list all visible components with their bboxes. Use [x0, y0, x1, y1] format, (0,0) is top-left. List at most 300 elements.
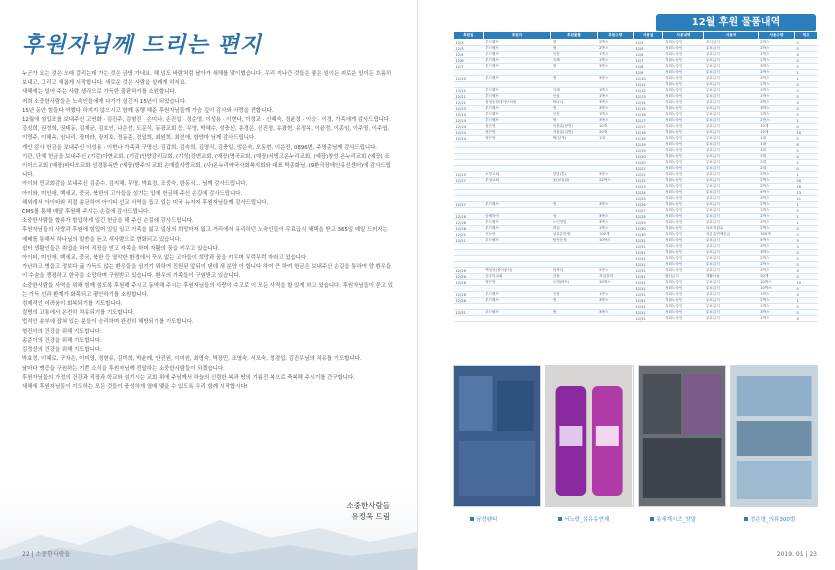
table-cell: 무료급식 [704, 70, 758, 76]
table-cell: 무료급식 [704, 292, 758, 298]
table-cell: 0 [795, 148, 818, 154]
table-cell: 1박스 [758, 316, 794, 322]
table-cell: 2박스 [758, 76, 794, 82]
table-cell: 저희노숙인 [663, 112, 704, 118]
table-cell: 우드펠프 [483, 52, 551, 58]
table-cell: 12/11 [454, 100, 484, 106]
table-cell: 인삼 [551, 112, 597, 118]
table-cell: 무료급식 [704, 64, 758, 70]
table-cell: 2박스 [758, 46, 794, 52]
table-cell: 저희노숙인 [663, 64, 704, 70]
letter-paragraph: 경제적인 어려움이 회복되기를 기도합니다. [22, 301, 123, 308]
table-cell: 12/20 [454, 232, 484, 238]
table-cell: 2박스 [758, 256, 794, 262]
table-cell: 저희노숙인 [663, 214, 704, 220]
table-header-row [454, 32, 818, 40]
table-cell: 12/18 [633, 130, 663, 136]
table-cell: 12/17 [633, 124, 663, 130]
table-cell: 무료급식 [704, 82, 758, 88]
table-cell: 바나나 [551, 100, 597, 106]
table-cell: 2박스 [758, 226, 794, 232]
left-page [0, 0, 417, 570]
table-cell: 2 [795, 160, 818, 166]
table-cell: 무료급식 [704, 166, 758, 172]
table-cell: 12/14 [454, 118, 484, 124]
table-cell: 2박스 [758, 244, 794, 250]
table-cell: 우드펠프 [483, 292, 551, 298]
table-cell: 2박스 [758, 220, 794, 226]
table-cell: 2박스 [597, 40, 633, 46]
table-cell: 무료급식 [704, 190, 758, 196]
table-cell: 3박스 [597, 106, 633, 112]
table-cell: 무료급식 [704, 46, 758, 52]
table-cell: 12/28 [454, 298, 484, 304]
table-cell: 12/6 [633, 52, 663, 58]
table-cell: 무료급식 [704, 178, 758, 184]
table-cell: 저희노숙인 [663, 316, 704, 322]
table-cell: 1박스 [597, 88, 633, 94]
table-cell: 저희노숙인 [663, 202, 704, 208]
table-cell: 옷(보일링) [551, 178, 597, 184]
table-cell: 2박스 [597, 268, 633, 274]
table-cell: 무료급식 [704, 148, 758, 154]
table-cell: 1 [795, 214, 818, 220]
table-cell: 12/26 [454, 268, 484, 274]
table-cell: 1박스 [597, 112, 633, 118]
table-cell: 22박스 [597, 178, 633, 184]
table-header-cell: 후원수량 [597, 32, 633, 40]
table-cell: 12/31 [633, 268, 663, 274]
letter-paragraph: 해외에서 아이티와 직접 송금하여 아이티 선교 사역을 돕고 있는 미국 뉴저지 후원자님들께 감사드립니다. [22, 199, 269, 206]
table-cell: 1박스 [597, 292, 633, 298]
table-cell: 13 [795, 190, 818, 196]
table-cell: 생 [551, 40, 597, 46]
table-cell: 저희노숙인 [663, 190, 704, 196]
letter-paragraph: 15년 동안 힘들다 여했다 하지지 않으시고 함께 동행 해준 후원자님들께 가슴 깊이 감사와 사랑을 전합니다. [22, 107, 274, 114]
table-cell: 2대 [758, 166, 794, 172]
table-header-cell: 후원물품 [551, 32, 597, 40]
table-cell: 우드펠프 [483, 46, 551, 52]
table-cell: 3 [795, 244, 818, 250]
caption-1: 남성팬티 [470, 515, 497, 523]
table-cell: 생 [551, 46, 597, 52]
table-cell: 0 [795, 106, 818, 112]
table-cell: 무료급식 [704, 298, 758, 304]
table-cell: 10 [795, 130, 818, 136]
table-cell: 섬유유연제 [551, 232, 597, 238]
table-cell: 12/31 [633, 250, 663, 256]
letter-paragraph: 후원자님들의 가정의 건강과 직장과 학교와 섬기시는 교회 위에 주님께서 하늘의 신령한 복과 땅의 기름진 복으로 축복해 주시기를 간구합니다. [22, 374, 355, 381]
table-cell: 1대 [758, 142, 794, 148]
table-cell: 12/18 [633, 136, 663, 142]
table-cell: 12/31 [633, 238, 663, 244]
table-cell: 12/3 [633, 40, 663, 46]
table-cell: 12/31 [633, 298, 663, 304]
table-cell: 저희노숙인 [663, 166, 704, 172]
table-cell: 12/10 [454, 88, 484, 94]
table-cell: 4 [795, 154, 818, 160]
table-cell: 10박스 [597, 238, 633, 244]
table-cell: 무료급식 [704, 124, 758, 130]
table-cell: 우드펠프 [483, 112, 551, 118]
signoff-org: 소중한사람들 [346, 501, 390, 510]
table-cell: 무료급식 [704, 154, 758, 160]
table-cell: 3박스 [597, 64, 633, 70]
table-cell: 12/10 [633, 76, 663, 82]
table-cell: 담가운성 [551, 238, 597, 244]
table-cell: 12/31 [633, 274, 663, 280]
table-cell: 0 [795, 250, 818, 256]
table-cell: 저희노숙인 [663, 58, 704, 64]
table-cell: 우드펠프 [483, 226, 551, 232]
photo-softener [545, 365, 633, 507]
table-cell: 1 [795, 298, 818, 304]
table-cell: 12/17 [454, 178, 484, 184]
letter-paragraph: 쉼터 생활인들은 취업을 하여 직장을 얻고 자족을 하며 자활의 꿈을 키우고 있습니다. [22, 245, 220, 252]
table-cell: 저희노숙인 [663, 172, 704, 178]
table-cell: 저희노숙인 [663, 40, 704, 46]
table-cell: 12/27 [633, 208, 663, 214]
table-cell: 저희노숙인 [663, 178, 704, 184]
table-cell: 1대 [597, 136, 633, 142]
table-cell: 12/13 [454, 106, 484, 112]
table-cell: 무료급식 [704, 112, 758, 118]
table-cell: 무료급식 [704, 250, 758, 256]
table-cell: 팩(낱개) [551, 136, 597, 142]
table-cell: 식혜 [551, 88, 597, 94]
table-cell: 저희노숙인 [663, 280, 704, 286]
letter-paragraph: 형진이의 건강을 위해 기도합니다. [22, 328, 102, 335]
table-cell: 12/15 [454, 172, 484, 178]
letter-paragraph: 김정신의 건강을 위해 기도합니다. [22, 347, 102, 354]
table-cell: 저희노숙인 [663, 250, 704, 256]
table-cell: 생 [551, 310, 597, 316]
letter-paragraph: 소중한사람들 합류가 힘입하게 일긴 헌금을 해 주신 손길에 감사드립니다. [22, 218, 194, 225]
letter-paragraph: 강성희, 권정희, 권태동, 김재균, 김호인, 나은선, 도문식, 동광교회 등, 무영, 박혜수, 성충신, 송경은, 신진정, 유광현, 유정옥, 이윤정, 이종임, 이주영, 이주엽, 이영주, 이혜옥, 임나리, 장미라, 장지호, 정동준, 정일희, 최원희, 최선애, 함양마 님께 감사드립니다. [22, 126, 390, 142]
table-cell: 1박스 [597, 58, 633, 64]
letter-paragraph: 누군가 요는 것은 오래 걸리는데 가는 것은 금방 가네요. 해 넘도 바람처럼 날아가 새해를 맞이했습니다. 우리 지나간 것들은 좋은 일이든 괴로운 일이든 흐름히 보내고, 그리고 새롭게 시작합니다. 새로운 것은 사람을 설레게 하지요. [22, 71, 392, 87]
table-cell: 인삼 [551, 94, 597, 100]
table-cell: 저희노숙인 [663, 196, 704, 202]
table-cell: 2박스 [758, 202, 794, 208]
table-cell: 0 [795, 310, 818, 316]
table-cell: 우드펠프 [483, 40, 551, 46]
table-cell: 무료급식 [704, 136, 758, 142]
table-cell: 12/31 [633, 256, 663, 262]
table-cell: 12/22 [633, 178, 663, 184]
table-cell: 12/19 [633, 148, 663, 154]
table-cell: 우드펠프 [483, 58, 551, 64]
table-cell: 저희노숙인 [663, 154, 704, 160]
table-cell: 무료급식 [704, 106, 758, 112]
table-cell: 무료급식 [704, 142, 758, 148]
table-cell: 0 [795, 304, 818, 310]
caption-4: 정은영_의류300벌 [744, 515, 795, 523]
table-cell: 12/31 [454, 310, 484, 316]
table-cell: 무료급식 [704, 256, 758, 262]
table-cell: 무료급식 [704, 58, 758, 64]
table-cell: 과일한과 [597, 274, 633, 280]
table-cell: 저희노숙인 [663, 304, 704, 310]
table-cell: 12/18 [454, 214, 484, 220]
table-cell: 12/28 [633, 214, 663, 220]
table-cell: 100개 [758, 232, 794, 238]
table-cell: 10 [795, 280, 818, 286]
table-cell: 우드펠프 [483, 220, 551, 226]
table-cell: 저희노숙인 [663, 118, 704, 124]
table-cell: 의료지원수 [704, 226, 758, 232]
table-cell: 저희노숙인 [663, 100, 704, 106]
table-cell: 10박스 [758, 286, 794, 292]
table-header-cell: 후원자 [483, 32, 551, 40]
table-cell: 0 [795, 292, 818, 298]
letter-paragraph: 소중한사람들 사역을 위해 힘께 섬도록 후원해 주시고 동역해 주시는 후원자님들의 사랑이 수고로 이 모든 사역을 할 있게 하고 있습니다. 후원자님들이 묻고 있는 가득 선과 환계가 화목되고 평안하기를 소원합니다. [22, 282, 393, 298]
table-cell [454, 316, 484, 322]
donation-table-wrap [453, 31, 818, 322]
table-cell: 12/14 [633, 100, 663, 106]
table-cell: 12/30 [633, 232, 663, 238]
table-cell: 12/14 [454, 130, 484, 136]
table-cell: 저희노숙인 [663, 76, 704, 82]
table-cell: 저희노숙인 [663, 160, 704, 166]
table-cell: 저희노숙인 [663, 106, 704, 112]
table-cell: 0 [795, 64, 818, 70]
table-header-cell: 재고 [795, 32, 818, 40]
table-cell: 저희노숙인 [663, 148, 704, 154]
table-cell: 5박스 [758, 190, 794, 196]
table-cell: 1박스 [758, 52, 794, 58]
table-cell: 12/26 [454, 274, 484, 280]
table-cell: 12/20 [633, 154, 663, 160]
table-cell: 0 [795, 58, 818, 64]
table-cell [597, 316, 633, 322]
table-cell: 0 [795, 112, 818, 118]
table-cell: 12/28 [454, 280, 484, 286]
table-cell: 저희노숙인 [663, 298, 704, 304]
letter-paragraph: 날마다 맹증을 구원하는 기쁜 소식을 후원자님께 전달하는 소중한사람들이 되겠습니다. [22, 365, 225, 372]
table-cell: 0 [795, 166, 818, 172]
table-cell: 정은영 [483, 280, 551, 286]
table-cell: 무료급식 [704, 286, 758, 292]
table-cell: 정은영 [483, 130, 551, 136]
table-cell: 1 [795, 202, 818, 208]
table-cell: 0 [795, 268, 818, 274]
table-cell: 생 [551, 64, 597, 70]
table-cell: 2박스 [758, 178, 794, 184]
letter-paragraph: 기관, 단체 헌금을 보내주신 (기감)아현교회, (기감)안양감리교회, (기성)강변교회, (예장)명곡교회, (예장)서빙고온누리교회, (예장)창성 온누리교회 (예장) 조이어스교회 (예장)바다오교회 성경통독반 (예장)방주의 교회 손에줍사랑교회, (사)온누리약국사회복지회와 대표 박종화님, (9환극장애인유선센터)에 감사드립니다. [22, 153, 391, 179]
table-cell: 3박스 [597, 214, 633, 220]
table-cell: 3박스 [597, 118, 633, 124]
table-cell: 무료급식 [704, 76, 758, 82]
table-header-cell: 후원일 [454, 32, 484, 40]
table-cell: 양말(혼) [551, 172, 597, 178]
table-cell: 저희노숙인 [663, 142, 704, 148]
table-cell: 0 [795, 256, 818, 262]
table-cell: 2대 [758, 160, 794, 166]
table-cell: 식혜 [551, 58, 597, 64]
table-cell: 생 [551, 76, 597, 82]
table-cell: 12/26 [633, 202, 663, 208]
table-cell: 0 [795, 40, 818, 46]
table-cell: 0 [795, 52, 818, 58]
table-cell: 3박스 [597, 220, 633, 226]
table-cell: 6 [795, 142, 818, 148]
table-cell: 12/21 [633, 166, 663, 172]
table-cell: 0 [795, 226, 818, 232]
table-cell: 조식급식 [704, 40, 758, 46]
table-cell: 무료급식 [704, 280, 758, 286]
letter-paragraph: 아이와 민교회감을 보내주신 김준수, 김지혜, 무명, 박효정, 조중숙, 한동식... 님께 감사드립니다. [22, 181, 248, 188]
table-cell: 저희노숙인 [663, 268, 704, 274]
table-cell: 12/17 [633, 118, 663, 124]
right-page [417, 0, 835, 570]
table-cell: 12/31 [633, 292, 663, 298]
table-cell: 12/7 [454, 64, 484, 70]
photo-underwear [453, 365, 541, 507]
table-cell: 18 [795, 184, 818, 190]
table-cell: 우드펠프 [483, 310, 551, 316]
table-cell: 우성교회 [483, 178, 551, 184]
table-header-cell: 사용일 [633, 32, 663, 40]
table-cell: 1박스 [758, 82, 794, 88]
table-cell: 3박스 [597, 76, 633, 82]
table-cell: 2박스 [758, 214, 794, 220]
table-cell: 정성동원데이브의원 [483, 100, 551, 106]
table-cell: 생 [551, 298, 597, 304]
photo-socks [638, 365, 726, 507]
table-cell: 무료급식 [704, 100, 758, 106]
table-cell: 1박스 [597, 52, 633, 58]
table-cell: 무료급식 [704, 268, 758, 274]
table-cell: 1 [795, 172, 818, 178]
table-cell: 저희노숙인 [663, 46, 704, 52]
table-cell: 0 [795, 124, 818, 130]
table-cell: 12/31 [633, 244, 663, 250]
table-cell: 2박스 [758, 40, 794, 46]
table-cell: 어묵과 [551, 268, 597, 274]
table-cell: 소망교회 [483, 172, 551, 178]
letter-paragraph: 개인 감사 헌금을 보내주신 이성용 · 이현나 가족과 구명신, 김갑희, 김숙희, 김영식, 김충일, 엄은숙, 오동현, 이은진, 0896번, 주명총님께 감사드립니다. [22, 144, 378, 151]
table-cell: 무료급식 [704, 196, 758, 202]
table-cell: 5박스 [758, 238, 794, 244]
table-cell: 20박스 [597, 280, 633, 286]
table-cell: 1박스 [597, 226, 633, 232]
table-cell: 저희노숙인 [663, 70, 704, 76]
table-cell: 1대 [758, 136, 794, 142]
table-cell: 12/14 [454, 124, 484, 130]
table-cell: 저희노숙인 [663, 286, 704, 292]
table-cell: 0 [795, 88, 818, 94]
table-header-cell: 사용내역 [663, 32, 704, 40]
letter-title: 후원자님께 드리는 편지 [22, 33, 262, 58]
table-cell: 저희노숙인 [663, 52, 704, 58]
right-footer: 2019. 01 | 23 [776, 551, 817, 558]
table-cell: 무료급식 [704, 184, 758, 190]
table-cell: 저희노숙인 [663, 292, 704, 298]
table-cell: 무료급식 [704, 208, 758, 214]
letter-paragraph: 아이티, 미인애, 백세교, 중국, 북한 등 열악한 환경에서 꾸오 없는 고아들이 희망과 꿈을 키우며 무럭무럭 자라고 있습니다. [22, 255, 308, 262]
table-cell: 12/3 [454, 46, 484, 52]
table-cell: 2박스 [758, 268, 794, 274]
table-cell: 20개 [597, 130, 633, 136]
table-cell: 생 [551, 118, 597, 124]
table-cell: 우드펠프 [483, 202, 551, 208]
table-cell: 12/23 [633, 184, 663, 190]
table-cell: 무료급식 [704, 130, 758, 136]
table-cell: 저희노숙인 [663, 226, 704, 232]
table-cell [483, 316, 551, 322]
table-cell: 12/21 [633, 172, 663, 178]
table-cell: 인삼 [551, 52, 597, 58]
table-cell: 저희노숙인 [663, 184, 704, 190]
table-cell: 무료급식 [704, 94, 758, 100]
table-cell: 1박스 [758, 58, 794, 64]
table-cell: 서노랑 [483, 232, 551, 238]
table-cell: 1박스 [597, 94, 633, 100]
table-cell: 12/31 [633, 304, 663, 310]
table-cell: 저희노숙인 [663, 82, 704, 88]
table-cell: 0 [795, 94, 818, 100]
table-cell: 성 [551, 214, 597, 220]
table-cell: 12/4 [454, 52, 484, 58]
table-cell: 우드펠프 [483, 238, 551, 244]
table-cell: 쉼터급식 [663, 274, 704, 280]
table-cell: 인삼 [551, 292, 597, 298]
table-cell: 0 [795, 100, 818, 106]
table-cell: 12/12 [633, 88, 663, 94]
table-cell: 12/31 [633, 310, 663, 316]
caption-2: 서노랑_섬유유연제 [558, 515, 609, 523]
table-cell: 0 [795, 316, 818, 322]
letter-paragraph: 저희 소중한사람들은 노숙인들에게 다가가 섬긴지 15년이 되었습니다. [22, 98, 187, 105]
caption-3: 옷세계시즈_양말 [650, 515, 696, 523]
table-cell: 무료급식 [704, 52, 758, 58]
table-cell: 저품효(양면) [551, 124, 597, 130]
table-cell: 12/29 [633, 220, 663, 226]
table-cell: 12/3 [454, 40, 484, 46]
table-cell: 12/31 [633, 286, 663, 292]
table-cell: 12/24 [633, 190, 663, 196]
table-cell: 0 [795, 232, 818, 238]
photo-strip [453, 365, 818, 505]
table-cell: 무료급식 [704, 238, 758, 244]
table-cell: 10개 [758, 130, 794, 136]
table-cell: 저희노숙인 [663, 244, 704, 250]
table-cell: 1박스 [758, 292, 794, 298]
table-cell: 무료급식 [704, 160, 758, 166]
table-cell: 5 [795, 238, 818, 244]
table-cell: 12/14 [454, 112, 484, 118]
table-cell: 3박스 [597, 202, 633, 208]
table-cell: 12/20 [633, 160, 663, 166]
table-cell: 12/21 [454, 238, 484, 244]
table-cell: 12/31 [633, 262, 663, 268]
table-cell: 12/19 [633, 142, 663, 148]
table-cell: 3박스 [758, 100, 794, 106]
table-header-cell: 사용처 [704, 32, 758, 40]
table-cell: 3박스 [758, 310, 794, 316]
table-cell: 12/17 [454, 202, 484, 208]
table-cell: 12/30 [633, 226, 663, 232]
table-cell: 2박스 [758, 118, 794, 124]
table-cell: 100개 [597, 232, 633, 238]
table-cell: 12/11 [633, 82, 663, 88]
table-cell: 20개 [758, 274, 794, 280]
table-cell: 무료급식 [704, 310, 758, 316]
table-cell: 1 [795, 220, 818, 226]
table-cell: 저희노숙인 [663, 238, 704, 244]
table-cell: 2박스 [758, 196, 794, 202]
